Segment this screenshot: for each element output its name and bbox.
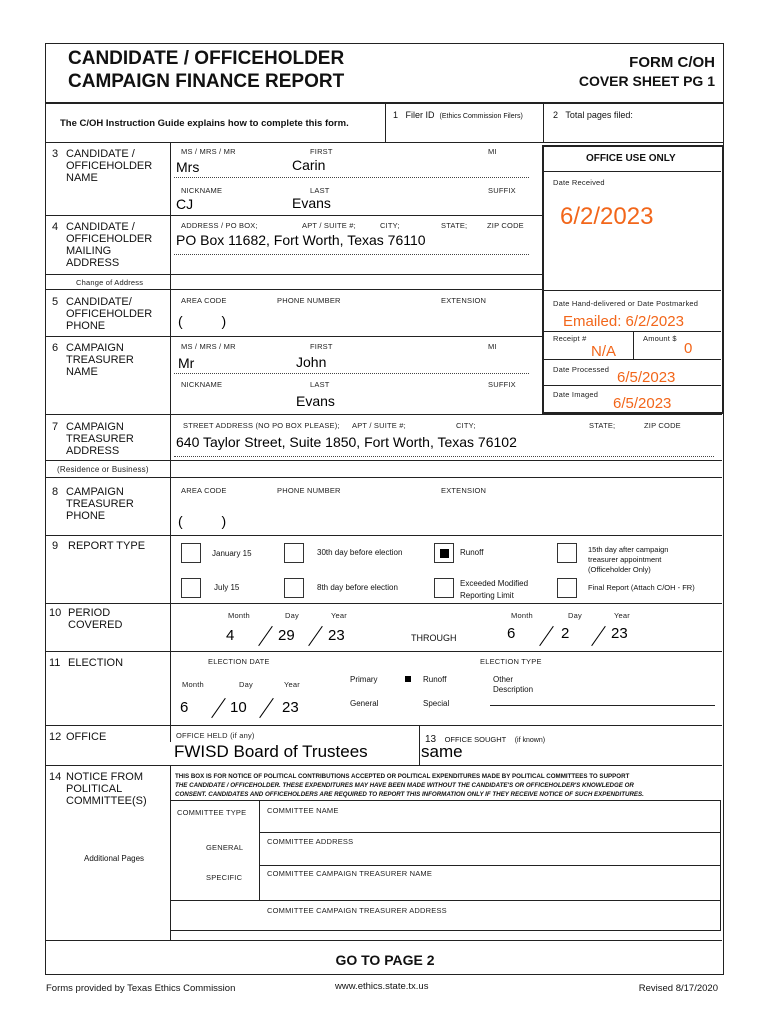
treas-first-value[interactable]: John — [296, 354, 327, 370]
mail-address-value[interactable]: PO Box 11682, Fort Worth, Texas 76110 — [176, 232, 426, 248]
section-4-label-3: MAILING — [66, 245, 112, 257]
jan15-checkbox[interactable] — [181, 543, 201, 563]
date-imaged-value: 6/5/2023 — [613, 395, 672, 412]
treas-ext-label: EXTENSION — [441, 486, 487, 495]
exceeded-label-1: Exceeded Modified — [460, 579, 529, 588]
election-date-label: ELECTION DATE — [208, 657, 270, 666]
election-month-label: Month — [182, 680, 204, 689]
to-year-value[interactable]: 23 — [611, 625, 628, 642]
treas-phone-label: PHONE NUMBER — [277, 486, 341, 495]
mail-zip-label: ZIP CODE — [487, 221, 524, 230]
election-type-label: ELECTION TYPE — [480, 657, 542, 666]
15th-day-label-1: 15th day after campaign — [588, 545, 669, 554]
treas-last-label: LAST — [310, 380, 330, 389]
from-year-value[interactable]: 23 — [328, 627, 345, 644]
15th-day-checkbox[interactable] — [557, 543, 577, 563]
section-8-label-3: PHONE — [66, 510, 106, 522]
runoff-check-mark — [440, 549, 449, 558]
to-day-value[interactable]: 2 — [561, 625, 570, 642]
section-7-label-3: ADDRESS — [66, 445, 120, 457]
section-8-label-2: TREASURER — [66, 498, 134, 510]
mail-apt-label: APT / SUITE #; — [302, 221, 356, 230]
general-label: General — [350, 699, 379, 708]
form-id: FORM C/OH — [629, 54, 715, 71]
filer-id-label: Filer ID — [405, 110, 435, 120]
special-label: Special — [423, 699, 450, 708]
section-5-label-3: PHONE — [66, 320, 106, 332]
8th-day-label: 8th day before election — [317, 583, 398, 592]
office-held-value[interactable]: FWISD Board of Trustees — [174, 742, 368, 761]
cand-phone-parens[interactable]: ( ) — [178, 313, 227, 329]
cand-area-label: AREA CODE — [181, 296, 227, 305]
treas-zip-label: ZIP CODE — [644, 421, 681, 430]
final-report-label: Final Report (Attach C/OH - FR) — [588, 583, 695, 592]
instruction-text: The C/OH Instruction Guide explains how to complete this form. — [60, 118, 349, 129]
amount-value: 0 — [684, 340, 693, 357]
cand-prefix-value[interactable]: Mrs — [176, 159, 200, 175]
section-5-label-2: OFFICEHOLDER — [66, 308, 153, 320]
section-11-label: ELECTION — [68, 657, 124, 669]
forms-provided: Forms provided by Texas Ethics Commission — [46, 983, 236, 994]
from-month-label: Month — [228, 611, 250, 620]
section-4-label-2: OFFICEHOLDER — [66, 233, 153, 245]
section-14-label-3: COMMITTEE(S) — [66, 795, 147, 807]
other-label-1: Other — [493, 675, 514, 684]
election-year-label: Year — [284, 680, 300, 689]
final-report-checkbox[interactable] — [557, 578, 577, 598]
section-7-number: 7 — [52, 421, 59, 433]
total-pages-label: Total pages filed: — [565, 110, 633, 120]
section-4-number: 4 — [52, 221, 59, 233]
30th-day-checkbox[interactable] — [284, 543, 304, 563]
to-day-label: Day — [568, 611, 582, 620]
office-sought-label: OFFICE SOUGHT — [444, 735, 507, 744]
treas-first-label: FIRST — [310, 342, 333, 351]
office-held-label: OFFICE HELD (if any) — [176, 731, 255, 740]
to-year-label: Year — [614, 611, 630, 620]
to-month-label: Month — [511, 611, 533, 620]
8th-day-checkbox[interactable] — [284, 578, 304, 598]
section-7-label-2: TREASURER — [66, 433, 134, 445]
date-received-value: 6/2/2023 — [560, 203, 654, 230]
15th-day-label-2: treasurer appointment — [588, 555, 662, 564]
treas-prefix-label: MS / MRS / MR — [181, 342, 236, 351]
hand-delivered-value: Emailed: 6/2/2023 — [563, 313, 684, 330]
hand-delivered-label: Date Hand-delivered or Date Postmarked — [553, 299, 699, 308]
website-link[interactable]: www.ethics.state.tx.us — [335, 981, 429, 992]
notice-text-1: THIS BOX IS FOR NOTICE OF POLITICAL CONTRIBUTIONS ACCEPTED OR POLITICAL EXPENDITURES MADE BY POLITICAL COMMITTEES TO SUPPORT — [175, 773, 630, 780]
exceeded-label-2: Reporting Limit — [460, 591, 514, 600]
election-day-label: Day — [239, 680, 253, 689]
form-title-line2: CAMPAIGN FINANCE REPORT — [68, 71, 345, 92]
section-8-number: 8 — [52, 486, 59, 498]
section-10-number: 10 — [49, 607, 62, 619]
committee-type-label: COMMITTEE TYPE — [177, 808, 247, 817]
date-imaged-label: Date Imaged — [553, 390, 599, 399]
treas-suffix-label: SUFFIX — [488, 380, 516, 389]
total-pages-field[interactable] — [553, 110, 633, 120]
section-3-label-3: NAME — [66, 172, 98, 184]
cand-first-label: FIRST — [310, 147, 333, 156]
section-14-label-2: POLITICAL — [66, 783, 123, 795]
notice-text-2: THE CANDIDATE / OFFICEHOLDER. THESE EXPENDITURES MAY HAVE BEEN MADE WITHOUT THE CANDIDATE'S OR OFFICEHOLDER'S KNOWLEDGE OR — [175, 782, 634, 789]
runoff-checkbox[interactable] — [434, 543, 454, 563]
from-month-value[interactable]: 4 — [226, 627, 235, 644]
section-12-label: OFFICE — [66, 731, 107, 743]
cand-last-label: LAST — [310, 186, 330, 195]
exceeded-checkbox[interactable] — [434, 578, 454, 598]
revised-date: Revised 8/17/2020 — [638, 983, 718, 994]
committee-treasurer-name-label: COMMITTEE CAMPAIGN TREASURER NAME — [267, 869, 433, 878]
through-label: THROUGH — [411, 633, 457, 643]
jul15-label: July 15 — [214, 583, 240, 592]
treas-area-label: AREA CODE — [181, 486, 227, 495]
treas-phone-parens[interactable]: ( ) — [178, 513, 227, 529]
15th-day-label-3: (Officeholder Only) — [588, 565, 651, 574]
primary-label: Primary — [350, 675, 378, 684]
go-to-page-2[interactable]: GO TO PAGE 2 — [335, 952, 435, 968]
30th-day-label: 30th day before election — [317, 548, 403, 557]
section-12-number: 12 — [49, 731, 62, 743]
date-processed-value: 6/5/2023 — [617, 369, 676, 386]
treas-state-label: STATE; — [589, 421, 616, 430]
cand-mi-label: MI — [488, 147, 497, 156]
section-13-number: 13 — [425, 734, 437, 745]
cand-phone-label: PHONE NUMBER — [277, 296, 341, 305]
receipt-value: N/A — [591, 343, 617, 360]
treas-street-label: STREET ADDRESS (NO PO BOX PLEASE); — [183, 421, 340, 430]
cand-first-value[interactable]: Carin — [292, 157, 326, 173]
treas-last-value[interactable]: Evans — [296, 393, 335, 409]
committee-name-label: COMMITTEE NAME — [267, 806, 339, 815]
section-6-number: 6 — [52, 342, 59, 354]
from-day-label: Day — [285, 611, 299, 620]
election-month-value[interactable]: 6 — [180, 699, 189, 716]
to-month-value[interactable]: 6 — [507, 625, 516, 642]
mail-state-label: STATE; — [441, 221, 468, 230]
section-6-label-1: CAMPAIGN — [66, 342, 124, 354]
mail-address-label: ADDRESS / PO BOX; — [181, 221, 258, 230]
cand-last-value[interactable]: Evans — [292, 195, 331, 211]
treas-prefix-value[interactable]: Mr — [178, 355, 195, 371]
election-year-value[interactable]: 23 — [282, 699, 299, 716]
cover-sheet-label: COVER SHEET PG 1 — [578, 73, 715, 89]
treas-address-value[interactable]: 640 Taylor Street, Suite 1850, Fort Worth, Texas 76102 — [176, 434, 517, 450]
election-day-value[interactable]: 10 — [230, 699, 247, 716]
receipt-label: Receipt # — [553, 334, 587, 343]
section-14-number: 14 — [49, 771, 62, 783]
section-5-label-1: CANDIDATE/ — [66, 296, 132, 308]
runoff-election-label: Runoff — [423, 675, 447, 684]
section-3-label-2: OFFICEHOLDER — [66, 160, 153, 172]
notice-text-block — [175, 772, 720, 799]
committee-general-label[interactable]: GENERAL — [206, 843, 244, 852]
runoff-election-check[interactable] — [405, 676, 411, 682]
committee-address-label: COMMITTEE ADDRESS — [267, 837, 354, 846]
treas-mi-label: MI — [488, 342, 497, 351]
cand-nickname-label: NICKNAME — [181, 186, 223, 195]
date-processed-label: Date Processed — [553, 365, 610, 374]
section-5-number: 5 — [52, 296, 59, 308]
section-7-label-1: CAMPAIGN — [66, 421, 124, 433]
section-11-number: 11 — [49, 657, 61, 669]
runoff-label: Runoff — [460, 548, 484, 557]
from-year-label: Year — [331, 611, 347, 620]
treas-apt-label: APT / SUITE #; — [352, 421, 406, 430]
treas-nickname-label: NICKNAME — [181, 380, 223, 389]
office-sought-sub: (if known) — [514, 737, 546, 744]
section-14-label-1: NOTICE FROM — [66, 771, 143, 783]
section-10-label-2: COVERED — [68, 619, 123, 631]
cand-ext-label: EXTENSION — [441, 296, 487, 305]
office-use-title: OFFICE USE ONLY — [586, 153, 676, 164]
change-of-address[interactable]: Change of Address — [76, 278, 144, 287]
cand-nickname-value[interactable]: CJ — [176, 196, 194, 212]
residence-or-business: (Residence or Business) — [57, 465, 149, 474]
committee-specific-label[interactable]: SPECIFIC — [206, 873, 243, 882]
treas-city-label: CITY; — [456, 421, 476, 430]
section-9-label: REPORT TYPE — [68, 540, 146, 552]
amount-label: Amount $ — [643, 334, 677, 343]
form-title-line1: CANDIDATE / OFFICEHOLDER — [68, 48, 345, 69]
section-3-label-1: CANDIDATE / — [66, 148, 135, 160]
section-6-label-2: TREASURER — [66, 354, 134, 366]
other-label-2: Description — [493, 685, 534, 694]
cand-prefix-label: MS / MRS / MR — [181, 147, 236, 156]
section-4-label-4: ADDRESS — [66, 257, 120, 269]
office-sought-value[interactable]: same — [421, 742, 463, 761]
date-received-label: Date Received — [553, 178, 605, 187]
section-3-number: 3 — [52, 148, 59, 160]
section-6-label-3: NAME — [66, 366, 98, 378]
from-day-value[interactable]: 29 — [278, 627, 295, 644]
section-10-label-1: PERIOD — [68, 607, 111, 619]
jul15-checkbox[interactable] — [181, 578, 201, 598]
total-pages-num: 2 — [553, 110, 559, 120]
committee-treasurer-address-label: COMMITTEE CAMPAIGN TREASURER ADDRESS — [267, 906, 447, 915]
cand-suffix-label: SUFFIX — [488, 186, 516, 195]
section-4-label-1: CANDIDATE / — [66, 221, 135, 233]
filer-id-sub: (Ethics Commission Filers) — [439, 113, 523, 120]
notice-text-3: CONSENT. CANDIDATES AND OFFICEHOLDERS ARE REQUIRED TO REPORT THIS INFORMATION ONLY IF THEY RECEIVE NOTICE OF SUCH EXPENDITURES. — [175, 791, 644, 798]
mail-city-label: CITY; — [380, 221, 400, 230]
jan15-label: January 15 — [212, 549, 252, 558]
filer-id-field[interactable] — [393, 110, 523, 120]
section-9-number: 9 — [52, 540, 59, 552]
additional-pages: Additional Pages — [84, 854, 145, 863]
filer-id-num: 1 — [393, 110, 399, 120]
section-8-label-1: CAMPAIGN — [66, 486, 124, 498]
